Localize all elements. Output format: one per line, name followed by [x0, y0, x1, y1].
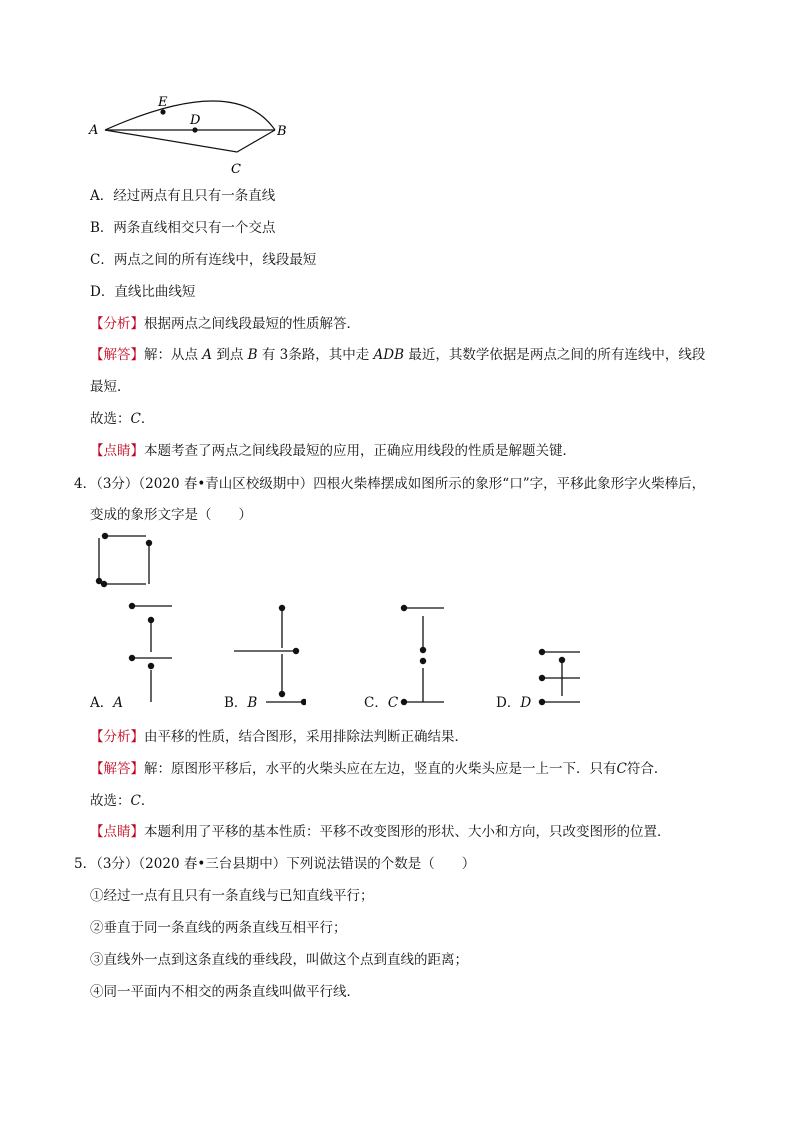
- q3-answer-line1: 【解答】解：从点 A 到点 B 有 3条路，其中走 ADB 最近，其数学依据是两点之间的所有连线中，线段: [90, 347, 706, 363]
- q3-comment: 【点睛】本题考查了两点之间线段最短的应用，正确应用线段的性质是解题关键．: [90, 443, 576, 459]
- point-e: [160, 109, 165, 114]
- label-e: E: [158, 95, 168, 110]
- q4-choose: 故选：C．: [90, 793, 155, 809]
- q3-option-a: A．经过两点有且只有一条直线: [90, 188, 276, 204]
- q5-stem: 5．（3分）（2020 春•三台县期中）下列说法错误的个数是（ ）: [74, 856, 476, 872]
- q5-item-2: ②垂直于同一条直线的两条直线互相平行；: [90, 920, 347, 936]
- q5-item-3: ③直线外一点到这条直线的垂线段，叫做这个点到直线的距离；: [90, 952, 468, 968]
- q5-item-1: ①经过一点有且只有一条直线与已知直线平行；: [90, 888, 374, 904]
- q4-option-c-label: C．C: [364, 695, 399, 711]
- q4-original-figure: [88, 530, 158, 590]
- q5-item-4: ④同一平面内不相交的两条直线叫做平行线．: [90, 984, 360, 1000]
- q4-stem-line2: 变成的象形文字是（ ）: [90, 507, 252, 523]
- q4-option-a-figure: [118, 598, 178, 708]
- label-c: C: [231, 162, 241, 177]
- label-a: A: [89, 123, 99, 138]
- q4-option-d-figure: [530, 640, 590, 708]
- comment-tag: 【点睛】: [90, 824, 144, 840]
- q3-figure: [85, 92, 295, 178]
- analysis-tag: 【分析】: [90, 316, 144, 332]
- q4-comment: 【点睛】本题利用了平移的基本性质：平移不改变图形的形状、大小和方向，只改变图形的位置．: [90, 824, 671, 840]
- q3-analysis: 【分析】根据两点之间线段最短的性质解答．: [90, 316, 360, 332]
- q4-option-b-figure: [226, 598, 306, 708]
- q4-option-a-label: A．A: [90, 695, 123, 711]
- q3-option-b: B．两条直线相交只有一个交点: [90, 220, 276, 236]
- path-acb: [105, 130, 275, 152]
- label-b: B: [277, 124, 287, 139]
- comment-tag: 【点睛】: [90, 443, 144, 459]
- q4-answer: 【解答】解：原图形平移后，水平的火柴头应在左边，竖直的火柴头应是一上一下．只有C符合．: [90, 761, 668, 777]
- q4-option-d-label: D．D: [496, 695, 532, 711]
- q4-option-c-figure: [390, 598, 450, 708]
- q3-option-d: D．直线比曲线短: [90, 284, 196, 300]
- answer-tag: 【解答】: [90, 761, 144, 777]
- q3-answer-line2: 最短．: [90, 379, 131, 395]
- q3-choose: 故选：C．: [90, 411, 155, 427]
- q4-analysis: 【分析】由平移的性质，结合图形，采用排除法判断正确结果．: [90, 729, 468, 745]
- answer-tag: 【解答】: [90, 347, 144, 363]
- point-d: [192, 127, 197, 132]
- label-d: D: [190, 113, 201, 128]
- q4-stem-line1: 4．（3分）（2020 春•青山区校级期中）四根火柴棒摆成如图所示的象形“口”字，平移此象形字火柴棒后，: [74, 476, 706, 492]
- q3-option-c: C．两点之间的所有连线中，线段最短: [90, 252, 317, 268]
- q4-option-b-label: B．B: [224, 695, 258, 711]
- analysis-tag: 【分析】: [90, 729, 144, 745]
